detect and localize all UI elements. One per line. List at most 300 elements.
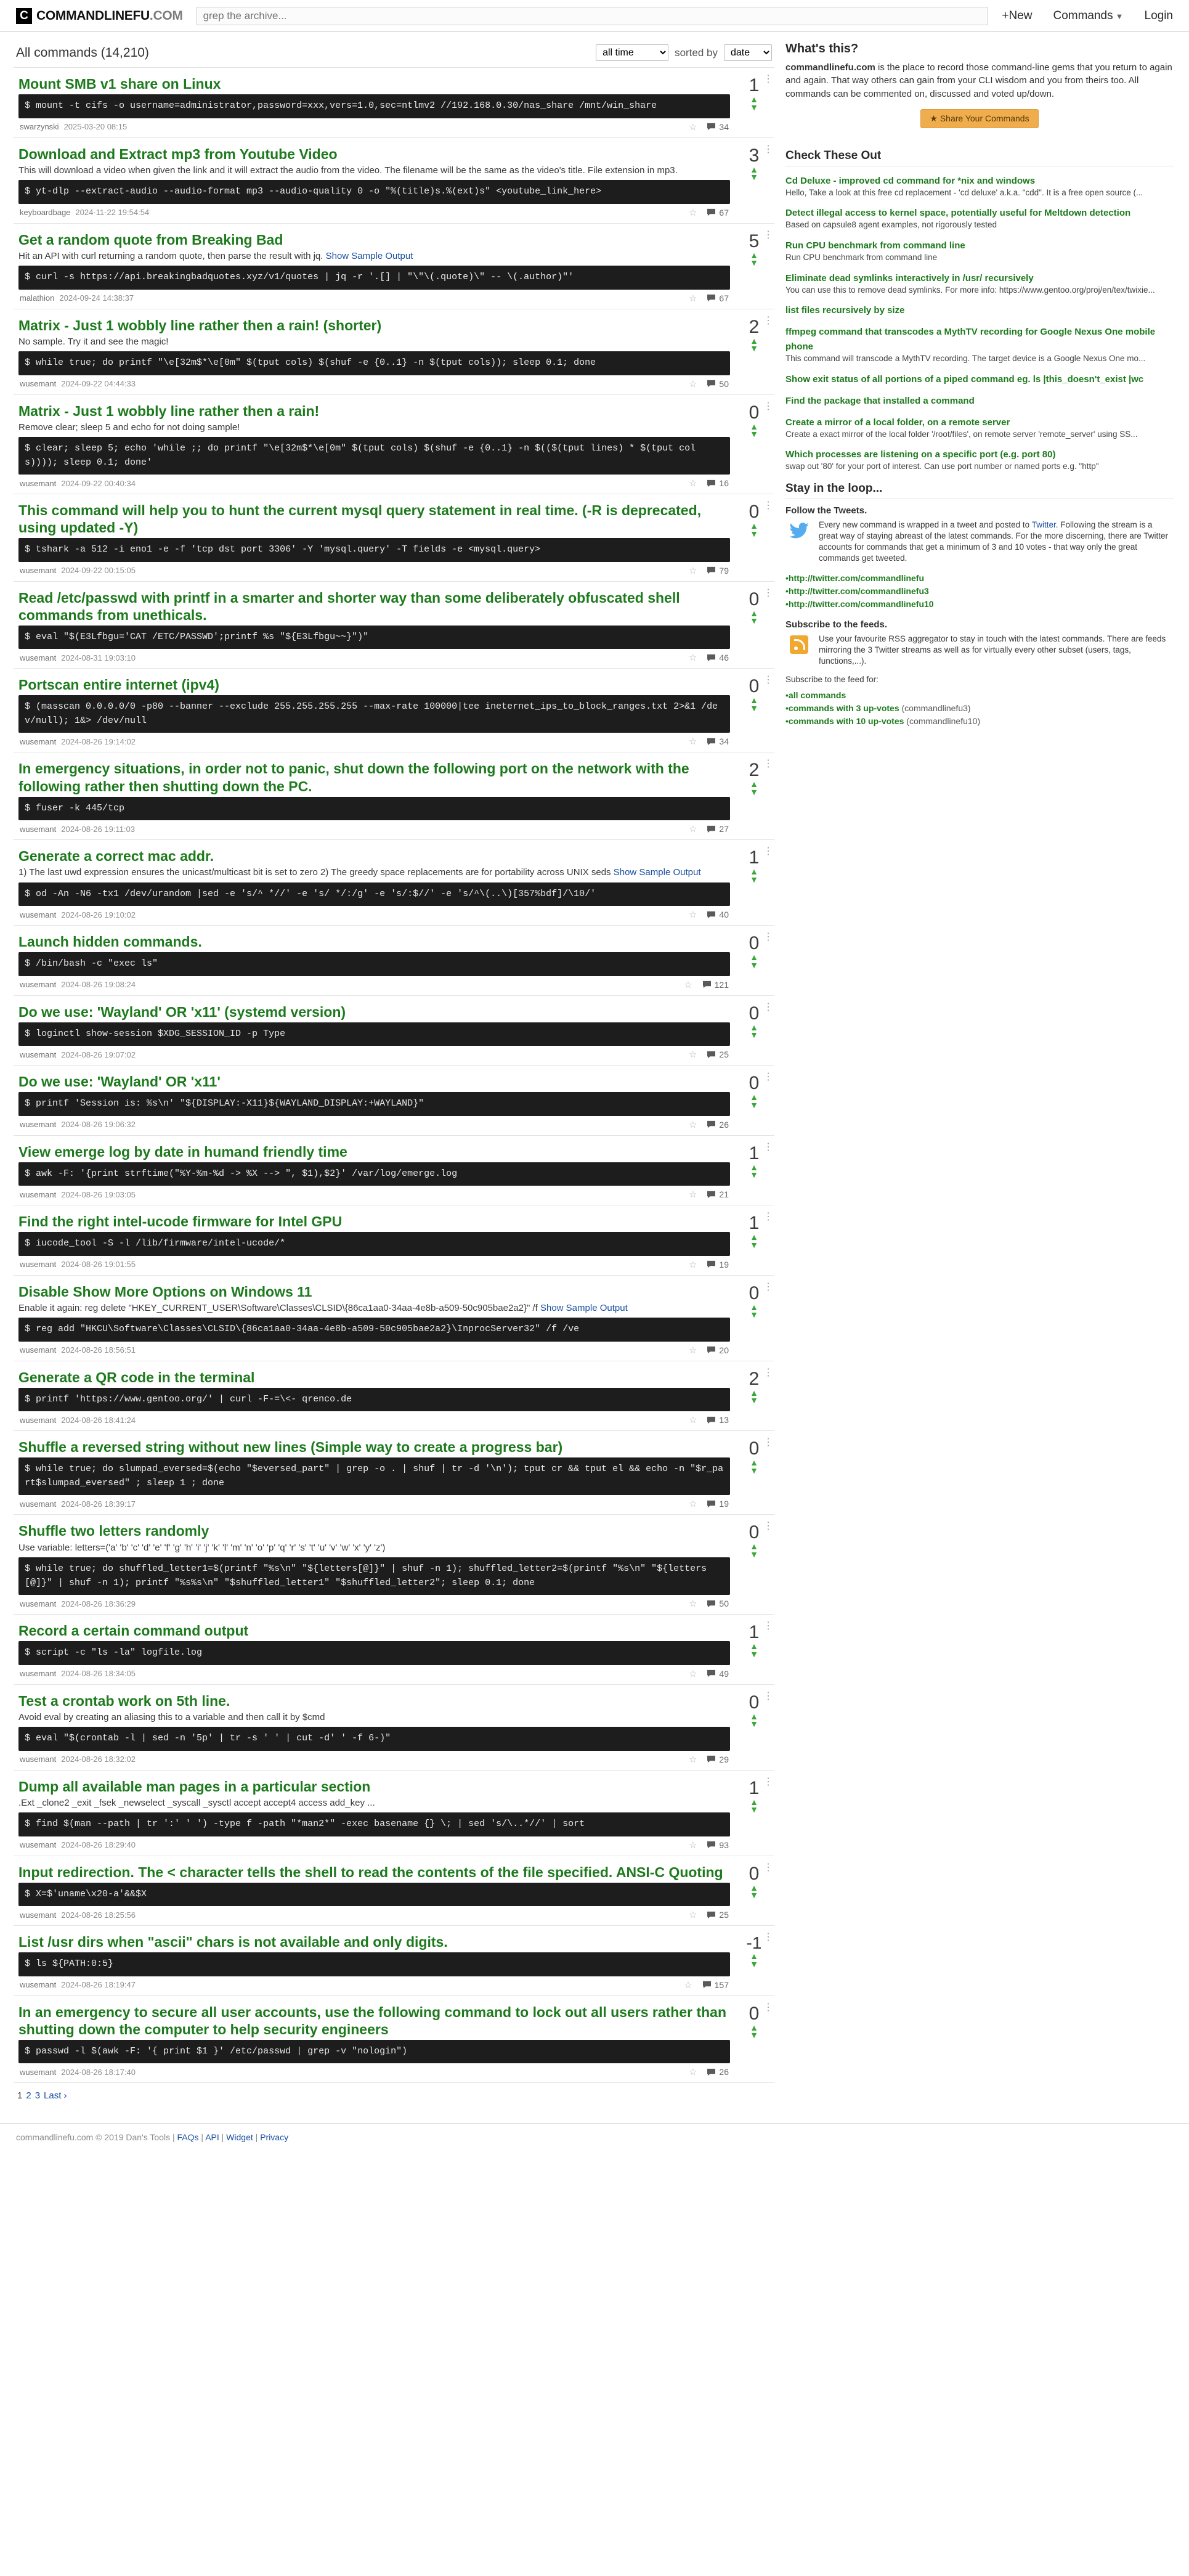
- show-sample-output-link[interactable]: Show Sample Output: [613, 867, 701, 878]
- command-author[interactable]: swarzynski: [20, 122, 59, 132]
- command-code[interactable]: $ while true; do shuffled_letter1=$(printf "%s\n" "${letters[@]}" | shuf -n 1); shuffled_letter2=$(printf "%s\n" "${letters[@]}" | shuf -n 1); printf "%s%s\n" "$shuffled_letter1" "$shuffled_letter2"; sleep 0.1; done: [18, 1557, 730, 1595]
- downvote-icon[interactable]: ▼: [750, 1804, 758, 1815]
- favorite-star-icon[interactable]: ☆: [688, 1189, 697, 1200]
- nav-login[interactable]: Login: [1144, 9, 1173, 22]
- check-item-title[interactable]: Run CPU benchmark from command line: [785, 240, 965, 251]
- favorite-star-icon[interactable]: ☆: [688, 1910, 697, 1921]
- command-menu-icon[interactable]: ⋮: [763, 1621, 773, 1632]
- command-menu-icon[interactable]: ⋮: [763, 932, 773, 943]
- command-date: 2024-09-22 04:44:33: [61, 379, 136, 389]
- favorite-star-icon[interactable]: ☆: [688, 378, 697, 389]
- command-title[interactable]: Matrix - Just 1 wobbly line rather then a rain!: [18, 402, 320, 419]
- command-code[interactable]: $ iucode_tool -S -l /lib/firmware/intel-ucode/*: [18, 1232, 730, 1256]
- comment-count-value: 34: [719, 736, 729, 747]
- command-author[interactable]: wusemant: [20, 1755, 57, 1764]
- upvote-icon[interactable]: ▲: [750, 335, 758, 346]
- downvote-icon[interactable]: ▼: [750, 1649, 758, 1659]
- footer-link-faqs[interactable]: FAQs: [177, 2132, 199, 2143]
- favorite-star-icon[interactable]: ☆: [688, 1415, 697, 1426]
- favorite-star-icon[interactable]: ☆: [688, 1754, 697, 1765]
- check-item-desc: Based on capsule8 agent examples, not rigorously tested: [785, 220, 997, 230]
- upvote-icon[interactable]: ▲: [750, 608, 758, 618]
- command-code[interactable]: $ while true; do printf "\e[32m$*\e[0m" $(tput cols) $(shuf -e {0..1} -n $(tput cols)); sleep 0.1; done: [18, 351, 730, 375]
- vote-count: 0: [749, 1073, 760, 1094]
- command-code[interactable]: $ passwd -l $(awk -F: '{ print $1 }' /etc/passwd | grep -v "nologin"): [18, 2040, 730, 2064]
- command-author[interactable]: wusemant: [20, 1415, 57, 1425]
- upvote-icon[interactable]: ▲: [750, 521, 758, 531]
- twitter-block: [785, 520, 1174, 565]
- comment-count[interactable]: [707, 2067, 729, 2077]
- comment-count-value: 50: [719, 378, 729, 389]
- favorite-star-icon[interactable]: ☆: [688, 207, 697, 218]
- comment-icon: [707, 1260, 716, 1268]
- command-title[interactable]: This command will help you to hunt the current mysql query statement in real time. (-R is deprecated, using updated -Y): [18, 502, 702, 536]
- command-menu-icon[interactable]: ⋮: [763, 1281, 773, 1292]
- upvote-icon[interactable]: ▲: [750, 866, 758, 877]
- downvote-icon[interactable]: ▼: [750, 1465, 758, 1476]
- command-meta: [18, 290, 730, 309]
- vote-control: [734, 933, 774, 995]
- vote-control: [734, 1213, 774, 1275]
- check-item-title[interactable]: Create a mirror of a local folder, on a remote server: [785, 417, 1010, 428]
- command-author[interactable]: wusemant: [20, 736, 57, 746]
- favorite-star-icon[interactable]: ☆: [688, 1259, 697, 1270]
- upvote-icon[interactable]: ▲: [750, 952, 758, 963]
- downvote-icon[interactable]: ▼: [750, 343, 758, 354]
- vote-control: [734, 1143, 774, 1205]
- vote-control: [734, 1003, 774, 1066]
- comment-count[interactable]: [707, 1669, 729, 1679]
- check-these-out-item: [785, 302, 1174, 317]
- check-item-title[interactable]: Cd Deluxe - improved cd command for *nix and windows: [785, 175, 1036, 186]
- upvote-icon[interactable]: ▲: [750, 1796, 758, 1807]
- command-menu-icon[interactable]: ⋮: [763, 675, 773, 686]
- upvote-icon[interactable]: ▲: [750, 250, 758, 260]
- command-menu-icon[interactable]: ⋮: [763, 1437, 773, 1448]
- twitter-account-link-3[interactable]: http://twitter.com/commandlinefu3: [788, 585, 929, 596]
- command-menu-icon[interactable]: ⋮: [763, 1212, 773, 1223]
- downvote-icon[interactable]: ▼: [750, 1099, 758, 1110]
- command-title[interactable]: Do we use: 'Wayland' OR 'x11' (systemd version): [18, 1003, 346, 1020]
- comment-count-value: 20: [719, 1345, 729, 1355]
- upvote-icon[interactable]: ▲: [750, 164, 758, 174]
- page-last[interactable]: Last ›: [44, 2090, 67, 2101]
- command-menu-icon[interactable]: ⋮: [763, 1141, 773, 1152]
- command-menu-icon[interactable]: ⋮: [763, 1862, 773, 1873]
- main-column: [14, 41, 774, 2117]
- command-menu-icon[interactable]: ⋮: [763, 587, 773, 598]
- upvote-icon[interactable]: ▲: [750, 2022, 758, 2032]
- footer-link-widget[interactable]: Widget: [226, 2132, 253, 2143]
- twitter-link[interactable]: Twitter: [1031, 520, 1056, 529]
- command-title[interactable]: Read /etc/passwd with printf in a smarter and shorter way than some deliberately obfuscated shell commands from unethicals.: [18, 589, 680, 623]
- command-code[interactable]: $ loginctl show-session $XDG_SESSION_ID -p Type: [18, 1022, 730, 1046]
- command-author[interactable]: malathion: [20, 293, 55, 303]
- command-code[interactable]: $ ls ${PATH:0:5}: [18, 1952, 730, 1976]
- command-title[interactable]: Do we use: 'Wayland' OR 'x11': [18, 1074, 221, 1090]
- downvote-icon[interactable]: ▼: [750, 258, 758, 268]
- nav-new[interactable]: +New: [1002, 9, 1033, 22]
- favorite-star-icon[interactable]: ☆: [688, 1119, 697, 1130]
- comment-count[interactable]: [707, 379, 729, 389]
- command-author[interactable]: wusemant: [20, 1345, 57, 1355]
- command-author[interactable]: wusemant: [20, 824, 57, 834]
- comment-count-value: 29: [719, 1754, 729, 1764]
- command-menu-icon[interactable]: ⋮: [763, 1367, 773, 1378]
- downvote-icon[interactable]: ▼: [750, 1890, 758, 1901]
- comment-count[interactable]: [707, 910, 729, 919]
- command-code[interactable]: $ eval "$(E3Lfbgu='CAT /ETC/PASSWD';printf %s "${E3Lfbgu~~}")": [18, 626, 730, 650]
- command-menu-icon[interactable]: ⋮: [763, 846, 773, 857]
- command-meta: [18, 1116, 730, 1135]
- upvote-icon[interactable]: ▲: [750, 1641, 758, 1652]
- favorite-star-icon[interactable]: ☆: [688, 910, 697, 921]
- check-item-title[interactable]: ffmpeg command that transcodes a MythTV recording for Google Nexus One mobile phone: [785, 327, 1156, 353]
- command-title[interactable]: List /usr dirs when "ascii" chars is not available and only digits.: [18, 1934, 448, 1950]
- upvote-icon[interactable]: ▲: [750, 1711, 758, 1721]
- command-code[interactable]: $ reg add "HKCU\Software\Classes\CLSID\{86ca1aa0-34aa-4e8b-a509-50c905bae2a2}\InprocServer32" /f /ve: [18, 1318, 730, 1342]
- upvote-icon[interactable]: ▲: [750, 1232, 758, 1242]
- site-logo[interactable]: [16, 8, 183, 24]
- vote-count: 2: [749, 760, 760, 781]
- command-card: [14, 1996, 774, 2084]
- command-date: 2024-08-26 18:25:56: [61, 1910, 136, 1920]
- vote-count: 1: [749, 1777, 760, 1798]
- command-code[interactable]: $ eval "$(crontab -l | sed -n '5p' | tr -s ' ' | cut -d' ' -f 6-)": [18, 1727, 730, 1751]
- command-menu-icon[interactable]: ⋮: [763, 500, 773, 512]
- downvote-icon[interactable]: ▼: [750, 1395, 758, 1406]
- command-card: [14, 1615, 774, 1685]
- comment-count[interactable]: [707, 824, 729, 834]
- favorite-star-icon[interactable]: ☆: [684, 979, 692, 990]
- downvote-icon[interactable]: ▼: [750, 787, 758, 797]
- command-title[interactable]: Generate a correct mac addr.: [18, 848, 214, 865]
- command-author[interactable]: wusemant: [20, 653, 57, 662]
- comment-count[interactable]: [707, 653, 729, 662]
- comment-icon: [707, 380, 716, 388]
- downvote-icon[interactable]: ▼: [750, 1958, 758, 1969]
- command-code[interactable]: $ od -An -N6 -tx1 /dev/urandom |sed -e 's/^ *//' -e 's/ */:/g' -e 's/:$//' -e 's/^\(..\)[357%bdf]/\10/': [18, 882, 730, 907]
- favorite-star-icon[interactable]: ☆: [688, 1668, 697, 1679]
- command-menu-icon[interactable]: ⋮: [763, 1521, 773, 1532]
- favorite-star-icon[interactable]: ☆: [688, 1345, 697, 1356]
- comment-count[interactable]: [707, 1345, 729, 1355]
- command-author[interactable]: wusemant: [20, 478, 57, 488]
- stay-in-loop-heading: Stay in the loop...: [785, 482, 1174, 499]
- footer-link-api[interactable]: API: [205, 2132, 219, 2143]
- comment-count[interactable]: [707, 1840, 729, 1850]
- downvote-icon[interactable]: ▼: [750, 1239, 758, 1250]
- favorite-star-icon[interactable]: ☆: [688, 2067, 697, 2078]
- downvote-icon[interactable]: ▼: [750, 102, 758, 112]
- feed-link-all[interactable]: all commands: [788, 690, 846, 701]
- favorite-star-icon[interactable]: ☆: [688, 565, 697, 576]
- command-title[interactable]: Shuffle a reversed string without new lines (Simple way to create a progress bar): [18, 1439, 563, 1456]
- command-title[interactable]: In an emergency to secure all user accounts, use the following command to lock out all users rather than shutting down the computer to help security engineers: [18, 2003, 727, 2037]
- comment-count[interactable]: [707, 478, 729, 488]
- command-card: [14, 224, 774, 309]
- command-code[interactable]: $ printf 'Session is: %s\n' "${DISPLAY:-X11}${WAYLAND_DISPLAY:+WAYLAND}": [18, 1092, 730, 1116]
- command-author[interactable]: wusemant: [20, 1669, 57, 1679]
- command-title[interactable]: Generate a QR code in the terminal: [18, 1369, 255, 1385]
- command-meta: [18, 1665, 730, 1684]
- command-code[interactable]: $ mount -t cifs -o username=administrator,password=xxx,vers=1.0,sec=ntlmv2 //192.168.0.30/nas_share /mnt/win_share: [18, 94, 730, 118]
- vote-control: [734, 760, 774, 839]
- command-description: No sample. Try it and see the magic!: [18, 336, 169, 347]
- command-date: 2024-09-22 00:15:05: [61, 566, 136, 576]
- upvote-icon[interactable]: ▲: [750, 421, 758, 431]
- favorite-star-icon[interactable]: ☆: [688, 293, 697, 304]
- command-author[interactable]: wusemant: [20, 1189, 57, 1199]
- command-author[interactable]: wusemant: [20, 910, 57, 919]
- command-author[interactable]: wusemant: [20, 1120, 57, 1130]
- page-current[interactable]: 1: [17, 2090, 23, 2101]
- upvote-icon[interactable]: ▲: [750, 1022, 758, 1032]
- downvote-icon[interactable]: ▼: [750, 172, 758, 182]
- command-title[interactable]: Record a certain command output: [18, 1623, 249, 1639]
- check-item-title[interactable]: Which processes are listening on a specific port (e.g. port 80): [785, 449, 1056, 460]
- command-code[interactable]: $ X=$'uname\x20-a'&&$X: [18, 1883, 730, 1907]
- command-title[interactable]: Download and Extract mp3 from Youtube Video: [18, 145, 338, 162]
- command-meta: [18, 1256, 730, 1275]
- favorite-star-icon[interactable]: ☆: [688, 824, 697, 835]
- downvote-icon[interactable]: ▼: [750, 960, 758, 970]
- command-code[interactable]: $ tshark -a 512 -i eno1 -e -f 'tcp dst port 3306' -Y 'mysql.query' -T fields -e <mysql.query>: [18, 538, 730, 562]
- command-card: [14, 996, 774, 1066]
- command-code[interactable]: $ yt-dlp --extract-audio --audio-format mp3 --audio-quality 0 -o "%(title)s.%(ext)s" <youtube_link_here>: [18, 180, 730, 204]
- command-menu-icon[interactable]: ⋮: [763, 229, 773, 240]
- vote-count: 1: [749, 1213, 760, 1234]
- upvote-icon[interactable]: ▲: [750, 1541, 758, 1552]
- command-code[interactable]: $ clear; sleep 5; echo 'while ;; do printf "\e[32m$*\e[0m" $(tput cols) $(shuf -e {0..1} -n $(($(tput lines) * $(tput cols)))); sleep 0.1; done': [18, 437, 730, 475]
- command-menu-icon[interactable]: ⋮: [763, 401, 773, 412]
- comment-icon: [707, 1191, 716, 1199]
- command-card: [14, 1431, 774, 1515]
- show-sample-output-link[interactable]: Show Sample Output: [540, 1302, 628, 1313]
- command-author[interactable]: wusemant: [20, 1910, 57, 1920]
- command-meta: [18, 1906, 730, 1925]
- show-sample-output-link[interactable]: Show Sample Output: [325, 250, 413, 261]
- downvote-icon[interactable]: ▼: [750, 1549, 758, 1560]
- downvote-icon[interactable]: ▼: [750, 1719, 758, 1729]
- command-title[interactable]: Test a crontab work on 5th line.: [18, 1692, 230, 1709]
- command-card: [14, 395, 774, 495]
- feed-link-3[interactable]: commands with 3 up-votes: [788, 703, 899, 714]
- comment-count[interactable]: [707, 1050, 729, 1059]
- check-these-out-item: [785, 270, 1174, 296]
- command-menu-icon[interactable]: ⋮: [763, 74, 773, 84]
- command-code[interactable]: $ script -c "ls -la" logfile.log: [18, 1641, 730, 1665]
- upvote-icon[interactable]: ▲: [750, 1387, 758, 1398]
- command-title[interactable]: View emerge log by date in humand friendly time: [18, 1143, 347, 1160]
- command-title[interactable]: In emergency situations, in order not to panic, shut down the following port on the network with the following rather then shutting down the PC.: [18, 760, 689, 794]
- favorite-star-icon[interactable]: ☆: [684, 1979, 692, 1991]
- favorite-star-icon[interactable]: ☆: [688, 1499, 697, 1510]
- command-menu-icon[interactable]: ⋮: [763, 1690, 773, 1702]
- command-author[interactable]: wusemant: [20, 566, 57, 576]
- whats-this-body: [785, 61, 1174, 100]
- downvote-icon[interactable]: ▼: [750, 528, 758, 539]
- comment-count[interactable]: [702, 1980, 729, 1990]
- check-item-title[interactable]: Eliminate dead symlinks interactively in /usr/ recursively: [785, 272, 1034, 283]
- command-meta: [18, 733, 730, 752]
- vote-control: [734, 1283, 774, 1361]
- comment-count-value: 157: [714, 1979, 729, 1990]
- command-title[interactable]: Disable Show More Options on Windows 11: [18, 1283, 312, 1300]
- favorite-star-icon[interactable]: ☆: [688, 653, 697, 664]
- command-author[interactable]: wusemant: [20, 1599, 57, 1608]
- comment-count[interactable]: [702, 980, 729, 990]
- favorite-star-icon[interactable]: ☆: [688, 1050, 697, 1061]
- comment-count-value: 121: [714, 979, 729, 990]
- upvote-icon[interactable]: ▲: [750, 1302, 758, 1312]
- list-controls: [596, 44, 772, 61]
- command-title[interactable]: Dump all available man pages in a particular section: [18, 1778, 371, 1795]
- comment-icon: [707, 1500, 716, 1508]
- sidebar: [785, 41, 1174, 734]
- downvote-icon[interactable]: ▼: [750, 1030, 758, 1040]
- footer-link-privacy[interactable]: Privacy: [260, 2132, 289, 2143]
- comment-count[interactable]: [707, 1910, 729, 1920]
- command-menu-icon[interactable]: ⋮: [763, 2002, 773, 2013]
- downvote-icon[interactable]: ▼: [750, 429, 758, 439]
- comment-count[interactable]: [707, 1499, 729, 1509]
- command-title[interactable]: Portscan entire internet (ipv4): [18, 677, 219, 693]
- upvote-icon[interactable]: ▲: [750, 1092, 758, 1103]
- command-card: [14, 138, 774, 224]
- command-author[interactable]: wusemant: [20, 1050, 57, 1059]
- logo-text-main: COMMANDLINEFU: [36, 8, 150, 23]
- search-input[interactable]: [197, 7, 989, 25]
- share-commands-button[interactable]: ★ Share Your Commands: [920, 109, 1038, 128]
- vote-count: 0: [749, 1438, 760, 1459]
- downvote-icon[interactable]: ▼: [750, 1170, 758, 1180]
- command-code[interactable]: $ while true; do slumpad_eversed=$(echo "$eversed_part" | grep -o . | shuf | tr -d '\n'); tput cr && tput el && echo -n "$r_part$slumpad_eversed" ; sleep 1 ; done: [18, 1457, 730, 1495]
- command-author[interactable]: wusemant: [20, 2067, 57, 2077]
- feed-link-10[interactable]: commands with 10 up-votes: [788, 716, 904, 727]
- command-title[interactable]: Launch hidden commands.: [18, 934, 202, 950]
- upvote-icon[interactable]: ▲: [750, 1457, 758, 1468]
- command-date: 2024-08-26 18:41:24: [61, 1415, 136, 1425]
- upvote-icon[interactable]: ▲: [750, 1162, 758, 1172]
- command-meta: [18, 1976, 730, 1995]
- command-menu-icon[interactable]: ⋮: [763, 1072, 773, 1083]
- comment-count[interactable]: [707, 1120, 729, 1130]
- check-item-title[interactable]: Find the package that installed a command: [785, 395, 975, 406]
- command-code[interactable]: $ /bin/bash -c "exec ls": [18, 952, 730, 976]
- command-author[interactable]: wusemant: [20, 1260, 57, 1270]
- command-menu-icon[interactable]: ⋮: [763, 315, 773, 326]
- command-author[interactable]: wusemant: [20, 1499, 57, 1509]
- command-code[interactable]: $ curl -s https://api.breakingbadquotes.xyz/v1/quotes | jq -r '.[] | "\"\(.quote)\" -- \(.author)"': [18, 266, 730, 290]
- downvote-icon[interactable]: ▼: [750, 1310, 758, 1320]
- command-author[interactable]: wusemant: [20, 1840, 57, 1850]
- vote-control: [734, 145, 774, 223]
- command-menu-icon[interactable]: ⋮: [763, 1001, 773, 1013]
- command-author[interactable]: wusemant: [20, 980, 57, 990]
- downvote-icon[interactable]: ▼: [750, 874, 758, 884]
- comment-count[interactable]: [707, 208, 729, 218]
- comment-count[interactable]: [707, 1599, 729, 1608]
- command-author[interactable]: wusemant: [20, 1980, 57, 1990]
- comment-icon: [707, 566, 716, 574]
- command-title[interactable]: Input redirection. The < character tells the shell to read the contents of the file specified. ANSI-C Quoting: [18, 1864, 723, 1880]
- comment-count[interactable]: [707, 1415, 729, 1425]
- upvote-icon[interactable]: ▲: [750, 94, 758, 104]
- upvote-icon[interactable]: ▲: [750, 779, 758, 789]
- command-code[interactable]: $ printf 'https://www.gentoo.org/' | curl -F-=\<- qrenco.de: [18, 1388, 730, 1412]
- command-title[interactable]: Find the right intel-ucode firmware for Intel GPU: [18, 1213, 343, 1230]
- upvote-icon[interactable]: ▲: [750, 1882, 758, 1893]
- command-title[interactable]: Mount SMB v1 share on Linux: [18, 76, 221, 92]
- comment-count[interactable]: [707, 122, 729, 132]
- command-title[interactable]: Shuffle two letters randomly: [18, 1523, 209, 1539]
- favorite-star-icon[interactable]: ☆: [688, 1599, 697, 1610]
- comment-count[interactable]: [707, 566, 729, 576]
- command-date: 2024-08-26 19:10:02: [61, 910, 136, 919]
- command-menu-icon[interactable]: ⋮: [763, 1932, 773, 1943]
- command-code[interactable]: $ awk -F: '{print strftime("%Y-%m-%d -> %X --> ", $1),$2}' /var/log/emerge.log: [18, 1162, 730, 1186]
- page-3[interactable]: 3: [34, 2090, 41, 2101]
- command-card: [14, 1771, 774, 1856]
- command-menu-icon[interactable]: ⋮: [763, 144, 773, 155]
- comment-count[interactable]: [707, 736, 729, 746]
- command-author[interactable]: keyboardbage: [20, 208, 71, 218]
- command-menu-icon[interactable]: ⋮: [763, 1776, 773, 1787]
- upvote-icon[interactable]: ▲: [750, 695, 758, 706]
- command-code[interactable]: $ fuser -k 445/tcp: [18, 797, 730, 821]
- upvote-icon[interactable]: ▲: [750, 1951, 758, 1962]
- favorite-star-icon[interactable]: ☆: [688, 478, 697, 489]
- favorite-star-icon[interactable]: ☆: [688, 121, 697, 132]
- time-filter-select[interactable]: [596, 44, 668, 61]
- nav-commands[interactable]: [1053, 9, 1123, 23]
- downvote-icon[interactable]: ▼: [750, 703, 758, 714]
- command-meta: [18, 204, 730, 223]
- sorted-by-label: sorted by: [675, 46, 718, 59]
- vote-count: 1: [749, 847, 760, 868]
- command-card: [14, 494, 774, 582]
- command-author[interactable]: wusemant: [20, 379, 57, 389]
- downvote-icon[interactable]: ▼: [750, 616, 758, 626]
- comment-count[interactable]: [707, 1260, 729, 1270]
- check-item-title[interactable]: Detect illegal access to kernel space, potentially useful for Meltdown detection: [785, 208, 1131, 219]
- comment-count[interactable]: [707, 1755, 729, 1764]
- command-date: 2024-08-26 18:34:05: [61, 1669, 136, 1679]
- favorite-star-icon[interactable]: ☆: [688, 736, 697, 748]
- vote-count: 1: [749, 75, 760, 96]
- page-2[interactable]: 2: [26, 2090, 31, 2101]
- check-item-title[interactable]: list files recursively by size: [785, 305, 905, 316]
- sort-field-select[interactable]: [724, 44, 772, 61]
- check-item-title[interactable]: Show exit status of all portions of a piped command eg. ls |this_doesn't_exist |wc: [785, 373, 1144, 385]
- chevron-down-icon: ▼: [1115, 11, 1124, 21]
- vote-control: [734, 676, 774, 752]
- twitter-account-link-10[interactable]: http://twitter.com/commandlinefu10: [788, 598, 934, 609]
- downvote-icon[interactable]: ▼: [750, 2030, 758, 2040]
- twitter-account-link[interactable]: http://twitter.com/commandlinefu: [788, 573, 925, 583]
- command-title[interactable]: Get a random quote from Breaking Bad: [18, 231, 283, 248]
- command-title[interactable]: Matrix - Just 1 wobbly line rather then a rain! (shorter): [18, 317, 382, 333]
- command-card: [14, 669, 774, 752]
- comment-count[interactable]: [707, 1189, 729, 1199]
- comment-count[interactable]: [707, 293, 729, 303]
- command-code[interactable]: $ (masscan 0.0.0.0/0 -p80 --banner --exclude 255.255.255.255 --max-rate 100000|tee ineternet_ips_to_block_ranges.txt 2>&1 /dev/null); 1&> /dev/null: [18, 695, 730, 733]
- command-menu-icon[interactable]: ⋮: [763, 759, 773, 770]
- command-description: Enable it again: reg delete "HKEY_CURRENT_USER\Software\Classes\CLSID\{86ca1aa0-34aa-4e8b-a509-50c905bae2a2}" /f Show Sample Output: [18, 1302, 628, 1313]
- command-code[interactable]: $ find $(man --path | tr ':' ' ') -type f -path "*man2*" -exec basename {} \; | sed 's/\..*//' | sort: [18, 1812, 730, 1836]
- favorite-star-icon[interactable]: ☆: [688, 1840, 697, 1851]
